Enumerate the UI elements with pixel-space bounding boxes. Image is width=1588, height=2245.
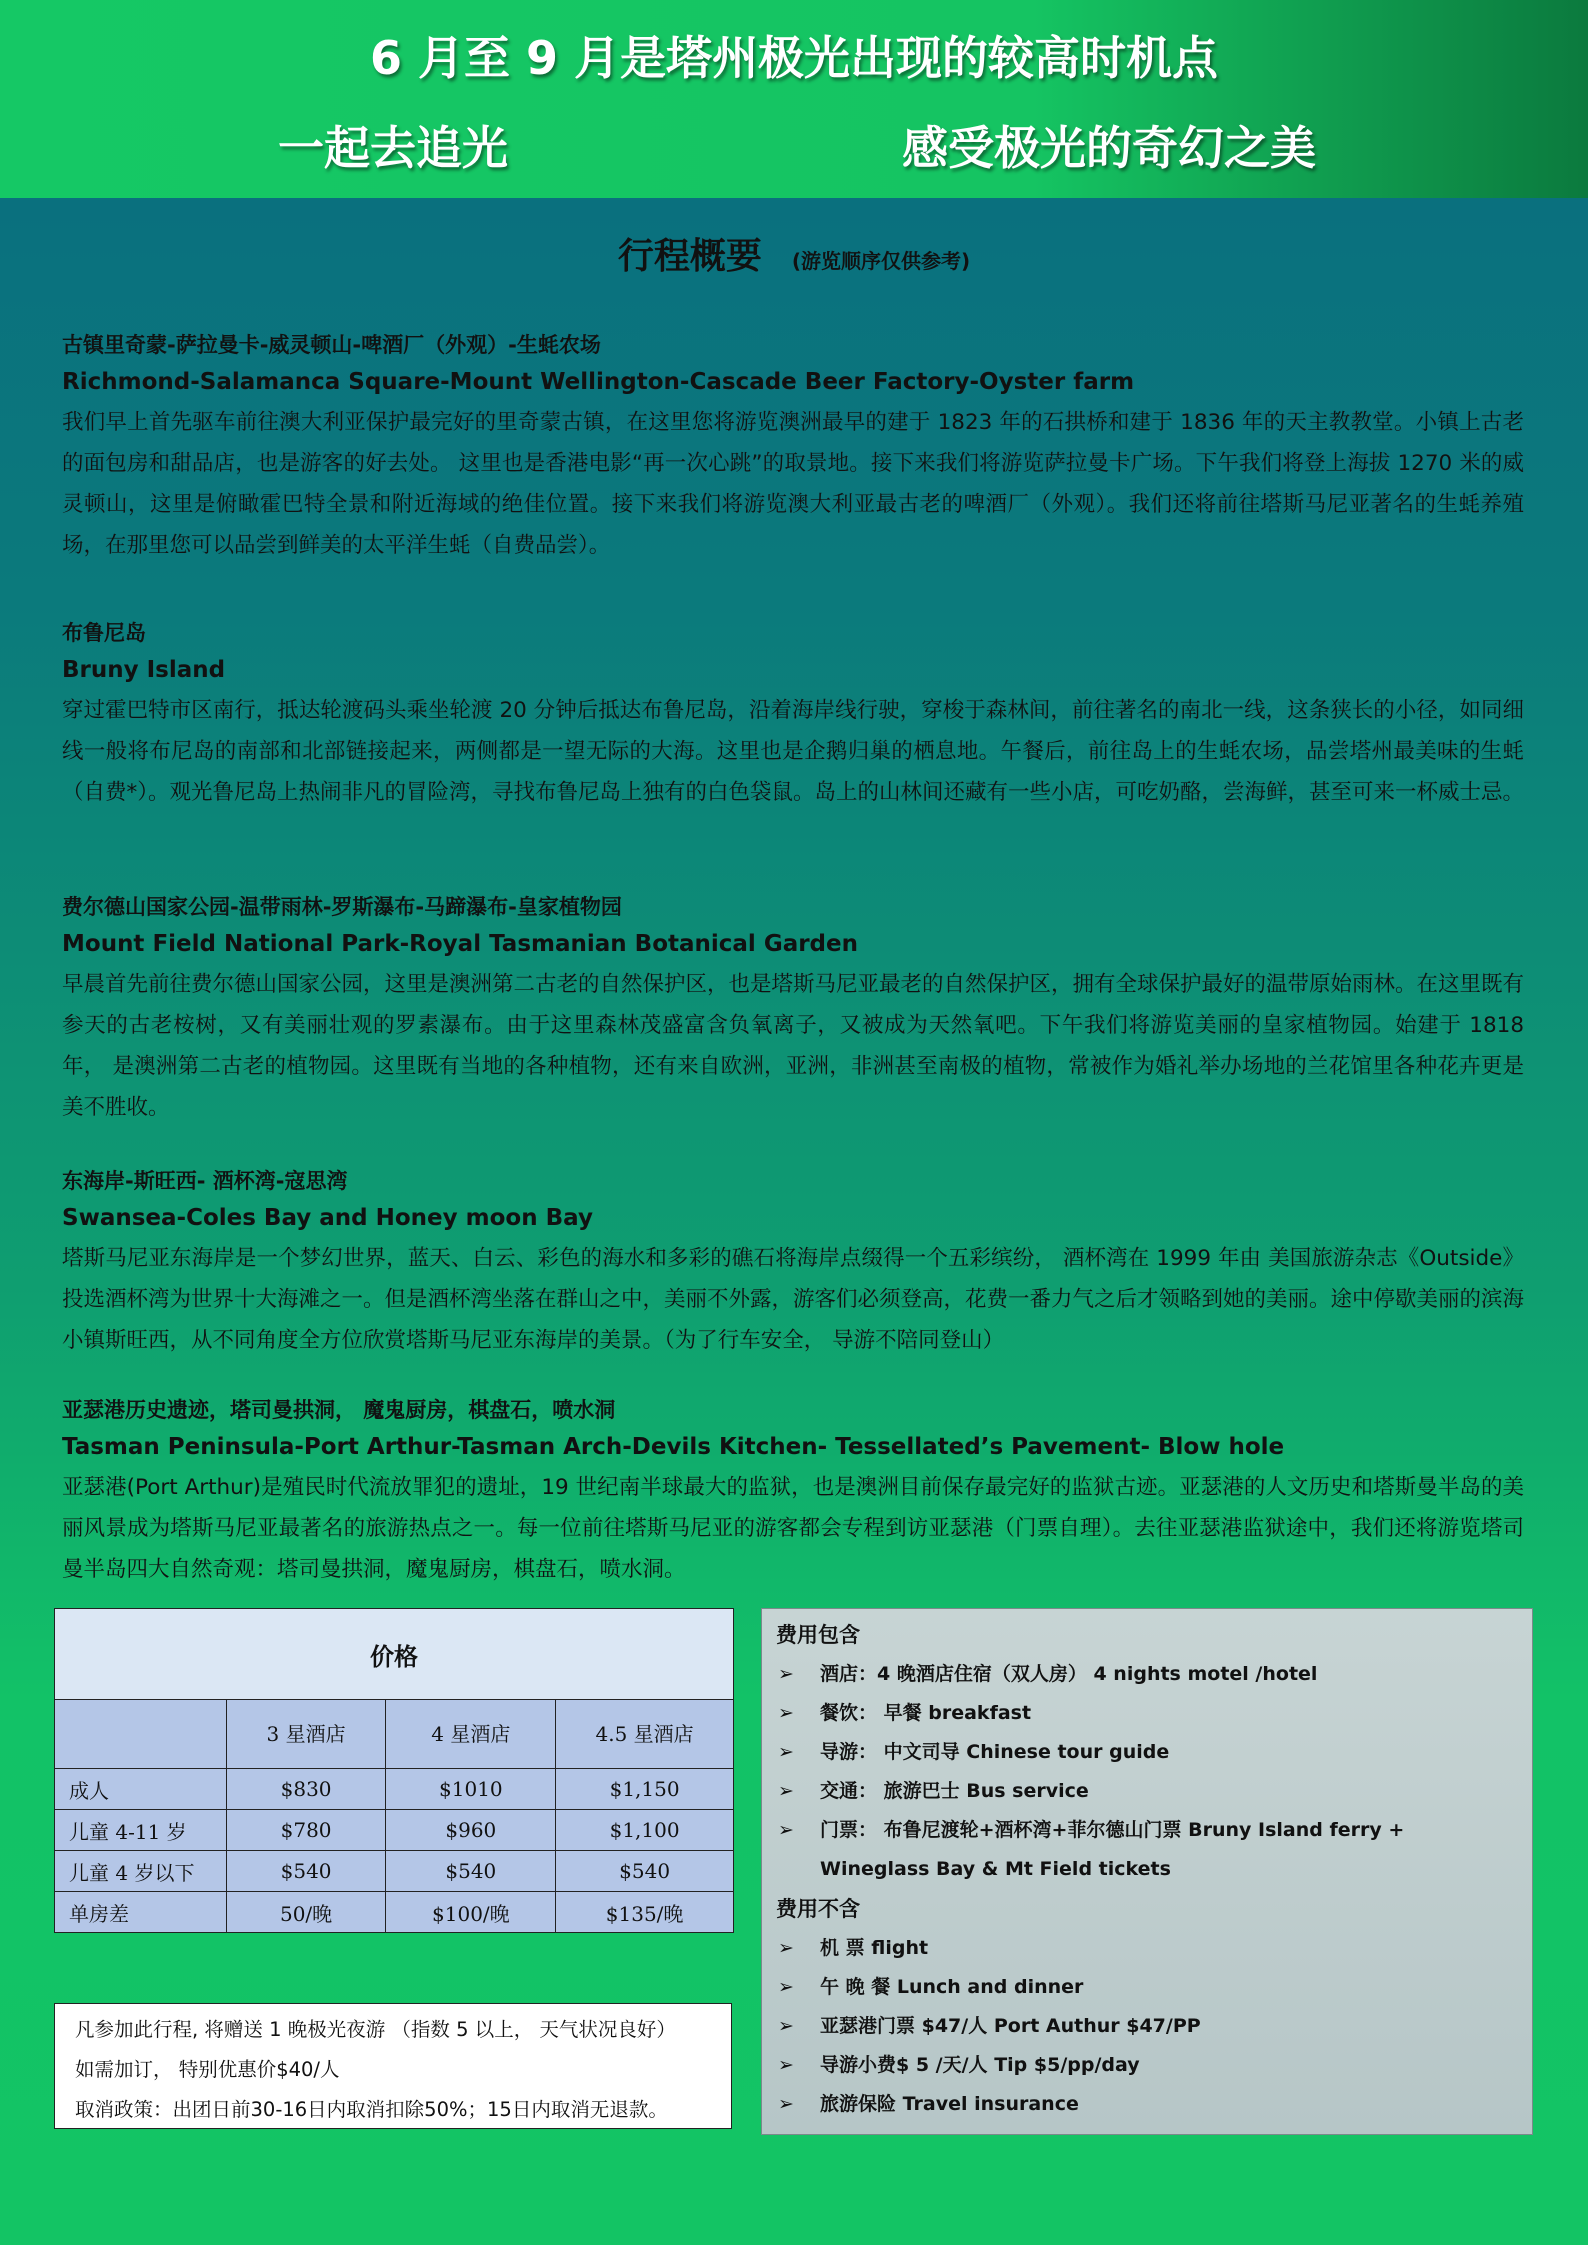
summary-title: 行程概要	[617, 236, 762, 277]
arrow-bullet-icon: ➢	[778, 1741, 794, 1763]
price-row-label: 成人	[55, 1769, 227, 1810]
section-en-title: Swansea-Coles Bay and Honey moon Bay	[62, 1205, 593, 1231]
list-item	[776, 2007, 1532, 2046]
fee-item-zh: 交通： 旅游巴士	[820, 1780, 960, 1802]
price-header-cell: 3 星酒店	[226, 1700, 386, 1769]
note-add-on-price: 如需加订， 特别优惠价$40/人	[75, 2058, 340, 2081]
arrow-bullet-icon: ➢	[778, 1976, 794, 1998]
price-row-label: 儿童 4 岁以下	[55, 1851, 227, 1892]
section-body: 我们早上首先驱车前往澳大利亚保护最完好的里奇蒙古镇，在这里您将游览澳洲最早的建于 1823 年的石拱桥和建于 1836 年的天主教教堂。小镇上古老的面包房和甜品店，也是游客的好去处。 这里也是香港电影“再一次心跳”的取景地。接下来我们将游览萨拉曼卡广场。下午我们将登上海拔 1270 米的威灵顿山，这里是俯瞰霍巴特全景和附近海域的绝佳位置。接下来我们将游览澳大利亚最古老的啤酒厂（外观）。我们还将前往塔斯马尼亚著名的生蚝养殖场，在那里您可以品尝到鲜美的太平洋生蚝（自费品尝）。	[62, 410, 1524, 558]
price-cell: $540	[386, 1851, 556, 1892]
header-right-slogan: 感受极光的奇幻之美	[902, 121, 1316, 175]
section-zh-title: 古镇里奇蒙-萨拉曼卡-威灵顿山-啤酒厂（外观）-生蚝农场	[62, 333, 601, 357]
fee-item-en: Chinese tour guide	[966, 1741, 1170, 1763]
note-cancellation-policy: 取消政策：出团日前30-16日内取消扣除50%；15日内取消无退款。	[75, 2098, 668, 2121]
fee-item-zh: 门票： 布鲁尼渡轮+酒杯湾+菲尔德山门票	[820, 1819, 1182, 1841]
price-cell: $780	[226, 1810, 386, 1851]
price-cell: $100/晚	[386, 1892, 556, 1933]
fee-item-en: flight	[871, 1937, 929, 1959]
arrow-bullet-icon: ➢	[778, 2015, 794, 2037]
price-row-label: 单房差	[55, 1892, 227, 1933]
fee-item-en: Bus service	[966, 1780, 1089, 1802]
section-body: 亚瑟港(Port Arthur)是殖民时代流放罪犯的遗址，19 世纪南半球最大的监狱，也是澳洲目前保存最完好的监狱古迹。亚瑟港的人文历史和塔斯曼半岛的美丽风景成为塔斯马尼亚最著名的旅游热点之一。每一位前往塔斯马尼亚的游客都会专程到访亚瑟港（门票自理）。去往亚瑟港监狱途中，我们还将游览塔司曼半岛四大自然奇观：塔司曼拱洞，魔鬼厨房，棋盘石，喷水洞。	[62, 1475, 1524, 1582]
list-item	[776, 1811, 1532, 1850]
list-item-continuation: Wineglass Bay & Mt Field tickets	[820, 1858, 1171, 1880]
fee-item-zh: 亚瑟港门票 $47/人	[820, 2015, 988, 2037]
arrow-bullet-icon: ➢	[778, 1937, 794, 1959]
section-zh-title: 布鲁尼岛	[62, 621, 146, 645]
arrow-bullet-icon: ➢	[778, 1780, 794, 1802]
section-en-title: Richmond-Salamanca Square-Mount Wellington-Cascade Beer Factory-Oyster farm	[62, 369, 1135, 395]
fee-item-en: Lunch and dinner	[896, 1976, 1084, 1998]
list-item	[776, 1929, 1532, 1968]
price-cell: $1,150	[556, 1769, 734, 1810]
fee-item-en: Tip $5/pp/day	[994, 2054, 1140, 2076]
table-row	[55, 1810, 734, 1851]
section-body: 塔斯马尼亚东海岸是一个梦幻世界，蓝天、白云、彩色的海水和多彩的礁石将海岸点缀得一个五彩缤纷， 酒杯湾在 1999 年由 美国旅游杂志《Outside》投选酒杯湾为世界十大海滩之一。但是酒杯湾坐落在群山之中，美丽不外露，游客们必须登高，花费一番力气之后才领略到她的美丽。途中停歇美丽的滨海小镇斯旺西，从不同角度全方位欣赏塔斯马尼亚东海岸的美景。（为了行车安全， 导游不陪同登山）	[62, 1246, 1525, 1353]
fees-excluded-title: 费用不含	[776, 1897, 860, 1921]
header-left-slogan: 一起去追光	[278, 121, 508, 175]
fees-included-title: 费用包含	[776, 1623, 860, 1647]
fee-item-zh: 导游小费$ 5 /天/人	[820, 2054, 988, 2076]
price-cell: 50/晚	[226, 1892, 386, 1933]
summary-heading	[0, 228, 1588, 279]
price-cell: $540	[226, 1851, 386, 1892]
itinerary-section-2	[62, 616, 1524, 813]
fee-item-en: Bruny Island ferry +	[1188, 1819, 1405, 1841]
summary-note: (游览顺序仅供参考)	[791, 249, 971, 273]
fee-item-en: Travel insurance	[902, 2093, 1079, 2115]
header-title: 6 月至 9 月是塔州极光出现的较高时机点	[369, 31, 1219, 85]
arrow-bullet-icon: ➢	[778, 1819, 794, 1841]
section-zh-title: 费尔德山国家公园-温带雨林-罗斯瀑布-马蹄瀑布-皇家植物园	[62, 895, 622, 919]
list-item	[776, 2085, 1532, 2124]
itinerary-section-3	[62, 890, 1524, 1128]
arrow-bullet-icon: ➢	[778, 2054, 794, 2076]
price-table-title: 价格	[55, 1609, 734, 1700]
price-cell: $135/晚	[556, 1892, 734, 1933]
price-row-label: 儿童 4-11 岁	[55, 1810, 227, 1851]
arrow-bullet-icon: ➢	[778, 1702, 794, 1724]
price-header-cell: 4 星酒店	[386, 1700, 556, 1769]
fees-box	[761, 1608, 1533, 2135]
section-zh-title: 东海岸-斯旺西- 酒杯湾-寇思湾	[62, 1169, 348, 1193]
price-cell: $1,100	[556, 1810, 734, 1851]
table-row	[55, 1892, 734, 1933]
price-header-cell	[55, 1700, 227, 1769]
section-en-title: Bruny Island	[62, 657, 226, 683]
fee-item-en: 4 nights motel /hotel	[1093, 1663, 1318, 1685]
list-item	[776, 1655, 1532, 1694]
fee-item-en: breakfast	[928, 1702, 1032, 1724]
list-item	[776, 2046, 1532, 2085]
fee-item-en: Port Authur $47/PP	[993, 2015, 1201, 2037]
fee-item-zh: 导游： 中文司导	[820, 1741, 960, 1763]
itinerary-section-1	[62, 328, 1524, 566]
list-item	[776, 1733, 1532, 1772]
fee-item-zh: 餐饮： 早餐	[820, 1702, 922, 1724]
note-aurora-gift: 凡参加此行程, 将赠送 1 晚极光夜游 （指数 5 以上， 天气状况良好）	[75, 2018, 676, 2041]
fee-item-zh: 机 票	[820, 1937, 865, 1959]
price-table	[54, 1608, 734, 1933]
table-row	[55, 1769, 734, 1810]
price-cell: $1010	[386, 1769, 556, 1810]
notes-box	[54, 2003, 732, 2129]
list-item	[776, 1968, 1532, 2007]
fee-item-zh: 午 晚 餐	[820, 1976, 891, 1998]
fee-item-zh: 旅游保险	[820, 2093, 897, 2115]
price-cell: $830	[226, 1769, 386, 1810]
section-en-title: Tasman Peninsula-Port Arthur-Tasman Arch-Devils Kitchen- Tessellated’s Pavement- Blow hole	[62, 1434, 1285, 1460]
price-header-cell: 4.5 星酒店	[556, 1700, 734, 1769]
section-body: 早晨首先前往费尔德山国家公园，这里是澳洲第二古老的自然保护区，也是塔斯马尼亚最老的自然保护区，拥有全球保护最好的温带原始雨林。在这里既有参天的古老桉树，又有美丽壮观的罗素瀑布。由于这里森林茂盛富含负氧离子，又被成为天然氧吧。下午我们将游览美丽的皇家植物园。始建于 1818 年， 是澳洲第二古老的植物园。这里既有当地的各种植物，还有来自欧洲，亚洲，非洲甚至南极的植物，常被作为婚礼举办场地的兰花馆里各种花卉更是美不胜收。	[62, 972, 1525, 1120]
header-banner	[0, 0, 1588, 198]
itinerary-section-4	[62, 1164, 1524, 1361]
arrow-bullet-icon: ➢	[778, 1663, 794, 1685]
fee-item-zh: 酒店：4 晚酒店住宿（双人房）	[820, 1663, 1087, 1685]
table-row	[55, 1851, 734, 1892]
section-zh-title: 亚瑟港历史遗迹，塔司曼拱洞， 魔鬼厨房，棋盘石，喷水洞	[62, 1398, 616, 1422]
itinerary-section-5	[62, 1393, 1524, 1590]
list-item	[776, 1772, 1532, 1811]
section-body: 穿过霍巴特市区南行，抵达轮渡码头乘坐轮渡 20 分钟后抵达布鲁尼岛，沿着海岸线行驶，穿梭于森林间，前往著名的南北一线，这条狭长的小径，如同细线一般将布尼岛的南部和北部链接起来，两侧都是一望无际的大海。这里也是企鹅归巢的栖息地。午餐后，前往岛上的生蚝农场，品尝塔州最美味的生蚝（自费*）。观光鲁尼岛上热闹非凡的冒险湾，寻找布鲁尼岛上独有的白色袋鼠。岛上的山林间还藏有一些小店，可吃奶酪，尝海鲜，甚至可来一杯威士忌。	[62, 698, 1525, 805]
price-cell: $540	[556, 1851, 734, 1892]
section-en-title: Mount Field National Park-Royal Tasmanian Botanical Garden	[62, 931, 858, 957]
list-item	[776, 1694, 1532, 1733]
arrow-bullet-icon: ➢	[778, 2093, 794, 2115]
price-cell: $960	[386, 1810, 556, 1851]
